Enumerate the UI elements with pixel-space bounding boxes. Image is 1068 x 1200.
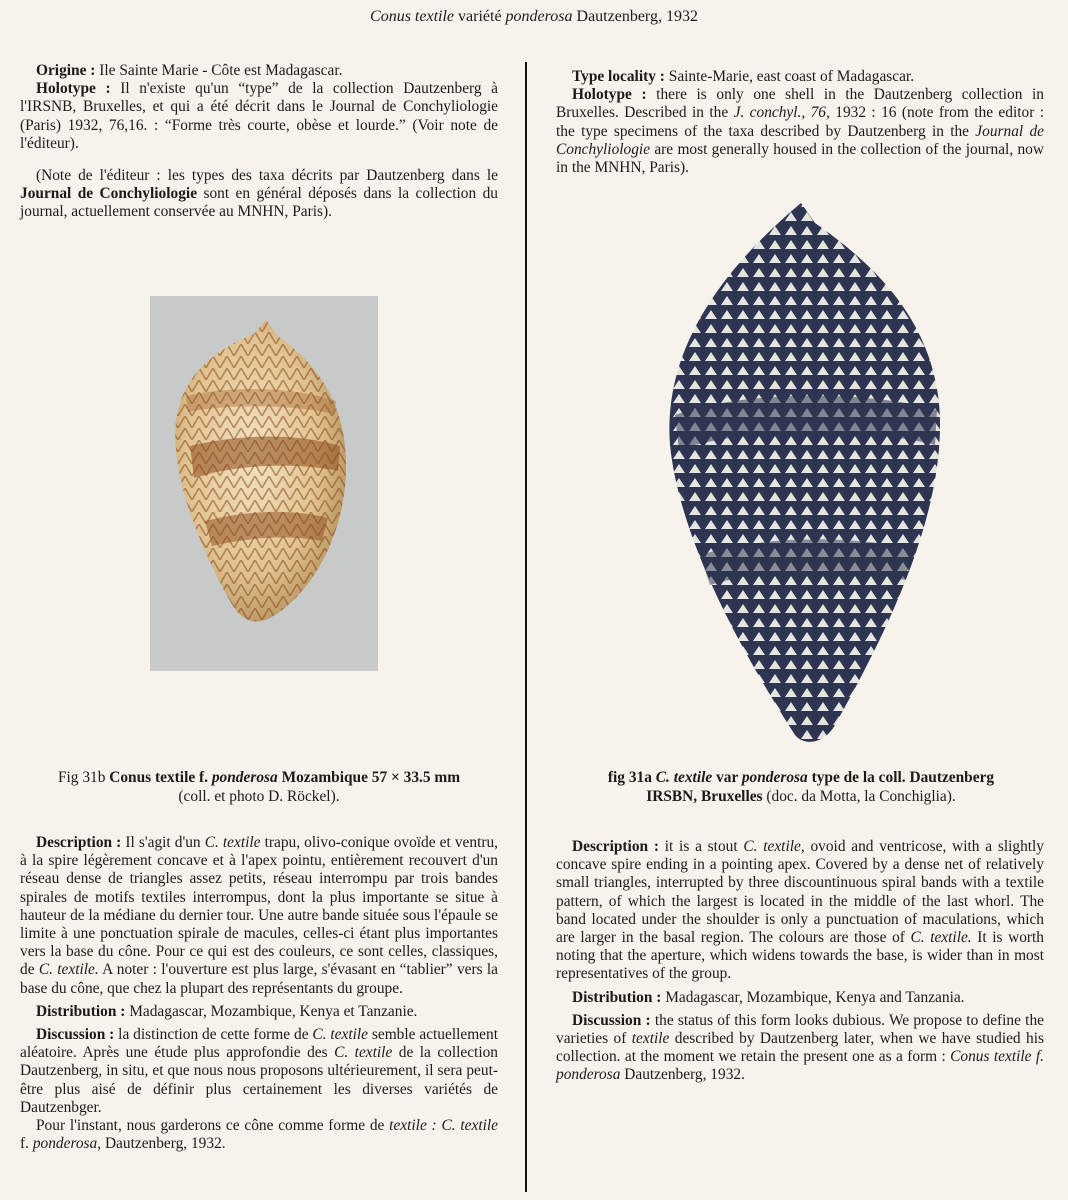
column-divider: [525, 62, 527, 1192]
header-author: Dautzenberg, 1932: [572, 8, 698, 25]
shell-photo-color: [150, 296, 378, 671]
page-header: [0, 8, 1068, 26]
left-intro: [20, 62, 498, 222]
conus-shell-color-image: [150, 296, 378, 671]
left-origine: Origine : Ile Sainte Marie - Côte est Madagascar.: [36, 62, 343, 79]
shell-photo-monochrome: [655, 195, 955, 755]
conus-shell-mono-image: [655, 195, 955, 755]
header-genus: Conus textile: [370, 8, 455, 25]
right-holotype: Holotype : there is only one shell in the Dautzenberg collection in Bruxelles. Described in the J. conchyl., 76, 1932 : 16 (note from the editor : the type specimens of the taxa described by Dautzenberg in the Journal de Conchyliologie are most generally housed in the collection of the journal, now in the MNHN, Paris).: [556, 86, 1044, 177]
right-discussion: Discussion : the status of this form looks dubious. We propose to define the varieties of textile described by Dautzenberg later, when we have studied his collection. at the moment we retain the present one as a form : Conus textile f. ponderosa Dautzenberg, 1932.: [556, 1011, 1044, 1084]
left-editor-note: (Note de l'éditeur : les types des taxa décrits par Dautzenberg dans le Journal de Conchyliologie sont en général déposés dans la collection du journal, actuellement conservée au MNHN, Paris).: [20, 167, 498, 221]
left-holotype: Holotype : Il n'existe qu'un “type” de la collection Dautzenberg à l'IRSNB, Bruxelles, et qui a été décrit dans le Journal de Conchyliologie (Paris) 1932, 76,16. : “Forme très courte, obèse et lourde.” (Voir note de l'éditeur).: [20, 80, 499, 152]
right-distribution: Distribution : Madagascar, Mozambique, Kenya and Tanzania.: [572, 988, 965, 1006]
right-description: Description : it is a stout C. textile, ovoid and ventricose, with a slightly concave spire ending in a pointing apex. Covered by a dense net of relatively small triangles, interrupted by three discountinuous spiral bands with a textile pattern, of which the largest is located in the middle of the last whorl. The band located under the shoulder is only a punctuation of maculations, which are larger in the basal region. The colours are those of C. textile. It is worth noting that the aperture, which widens towards the base, is wider than in most representatives of the group.: [556, 838, 1045, 983]
left-body: [20, 834, 498, 1153]
right-body: [556, 838, 1044, 1085]
header-mid: variété: [454, 8, 506, 25]
left-distribution: Distribution : Madagascar, Mozambique, Kenya et Tanzanie.: [36, 1002, 418, 1020]
left-description: Description : Il s'agit d'un C. textile trapu, olivo-conique ovoïde et ventru, à la spire légèrement concave et à l'apex pointu, entièrement recouvert d'un réseau dense de triangles assez petits, réseau interrompu par trois bandes spirales de motifs textiles interrompus, dont la plus importante se situe à hauteur de la médiane du dernier tour. Une autre bande située sous l'épaule se limite à une ponctuation spirale de macules, celles-ci étant plus importantes vers la base du cône. Pour ce qui est des couleurs, ce sont celles, classiques, de C. textile. A noter : l'ouverture est plus large, s'évasant en “tablier” vers la base du cône, que chez la plupart des représentants du groupe.: [20, 834, 499, 997]
fig-31a-caption: fig 31a C. textile var ponderosa type de la coll. Dautzenberg IRSBN, Bruxelles (doc. da Motta, la Conchiglia).: [607, 769, 995, 805]
right-intro: [556, 68, 1044, 177]
left-discussion: Discussion : la distinction de cette forme de C. textile semble actuellement aléatoire. Après une étude plus approfondie des C. textile de la collection Dautzenberg, in situ, et que nous nous proposons ultérieurement, il sera peut-être plus aisé de définir plus certainement les diverses variétés de Dautzenbger.: [20, 1026, 498, 1116]
fig-31b-caption: Fig 31b Conus textile f. ponderosa Mozambique 57 × 33.5 mm (coll. et photo D. Röckel).: [57, 769, 461, 805]
right-type-locality: Type locality : Sainte-Marie, east coast of Madagascar.: [572, 68, 915, 85]
header-variety: ponderosa: [505, 8, 573, 25]
left-final-note: Pour l'instant, nous garderons ce cône comme forme de textile : C. textile f. ponderosa, Dautzenberg, 1932.: [20, 1117, 498, 1153]
